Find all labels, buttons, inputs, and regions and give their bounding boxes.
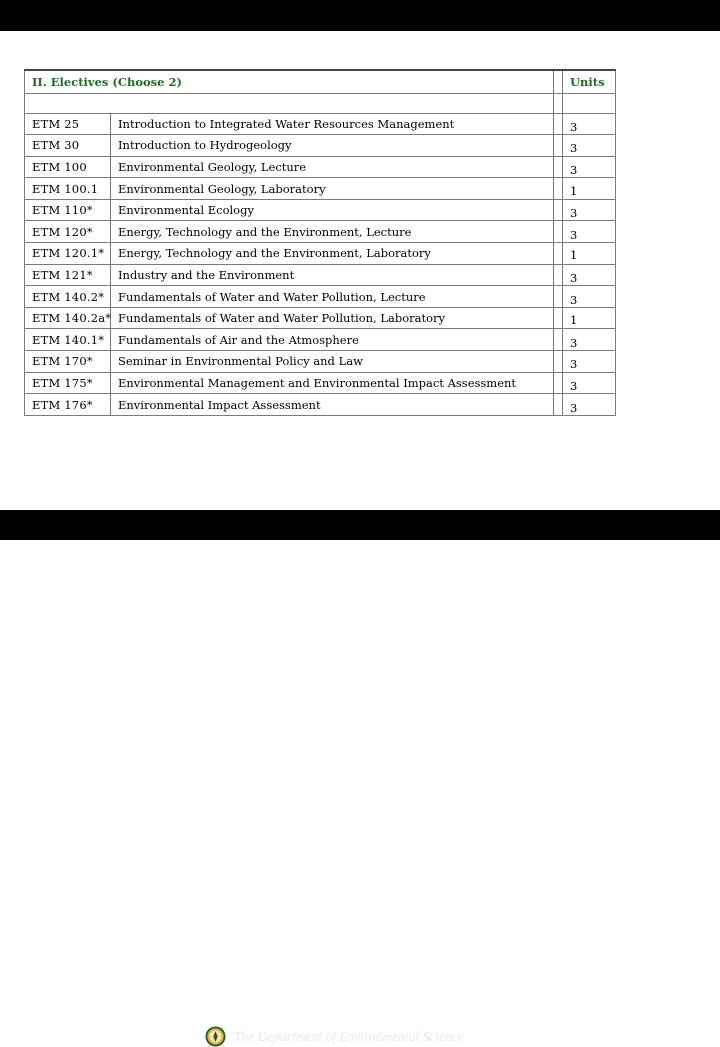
- table-row: [25, 394, 616, 416]
- course-units: 3: [563, 199, 616, 221]
- course-title: Environmental Geology, Laboratory: [111, 178, 554, 200]
- course-units: 3: [563, 156, 616, 178]
- course-code: ETM 25: [25, 113, 111, 135]
- gap-cell: [554, 221, 563, 243]
- units-header: Units: [563, 70, 616, 93]
- table-row: [25, 264, 616, 286]
- table-row: [25, 286, 616, 308]
- course-title: Energy, Technology and the Environment, Lecture: [111, 221, 554, 243]
- course-title: Fundamentals of Air and the Atmosphere: [111, 329, 554, 351]
- course-code: ETM 176*: [25, 394, 111, 416]
- gap-cell: [554, 70, 563, 93]
- table-row: [25, 221, 616, 243]
- course-code: ETM 140.2a*: [25, 307, 111, 329]
- table-row: [25, 135, 616, 157]
- course-code: ETM 121*: [25, 264, 111, 286]
- course-code: ETM 120.1*: [25, 243, 111, 265]
- course-title: Environmental Management and Environmental Impact Assessment: [111, 372, 554, 394]
- course-title: Introduction to Hydrogeology: [111, 135, 554, 157]
- course-title: Fundamentals of Water and Water Pollution, Laboratory: [111, 307, 554, 329]
- course-units: 3: [563, 264, 616, 286]
- gap-cell: [554, 93, 563, 113]
- course-title: Industry and the Environment: [111, 264, 554, 286]
- spacer-cell: [25, 93, 554, 113]
- gap-cell: [554, 286, 563, 308]
- gap-cell: [554, 307, 563, 329]
- course-units: 1: [563, 307, 616, 329]
- course-code: ETM 120*: [25, 221, 111, 243]
- footer: [0, 510, 720, 1044]
- gap-cell: [554, 243, 563, 265]
- course-code: ETM 140.1*: [25, 329, 111, 351]
- gap-cell: [554, 135, 563, 157]
- table-row: [25, 329, 616, 351]
- course-code: ETM 100: [25, 156, 111, 178]
- university-seal-icon: [205, 1026, 226, 1047]
- gap-cell: [554, 199, 563, 221]
- top-bar: [0, 0, 720, 31]
- table-header-row: [25, 70, 616, 93]
- section-title: II. Electives (Choose 2): [25, 70, 554, 93]
- table-row: [25, 372, 616, 394]
- course-units: 1: [563, 178, 616, 200]
- gap-cell: [554, 394, 563, 416]
- course-units: 3: [563, 286, 616, 308]
- course-title: Seminar in Environmental Policy and Law: [111, 351, 554, 373]
- spacer-cell: [563, 93, 616, 113]
- course-code: ETM 100.1: [25, 178, 111, 200]
- table-row: [25, 178, 616, 200]
- course-units: 3: [563, 372, 616, 394]
- spacer-row: [25, 93, 616, 113]
- course-units: 3: [563, 394, 616, 416]
- course-code: ETM 170*: [25, 351, 111, 373]
- gap-cell: [554, 156, 563, 178]
- gap-cell: [554, 372, 563, 394]
- course-title: Introduction to Integrated Water Resources Management: [111, 113, 554, 135]
- course-title: Fundamentals of Water and Water Pollution, Lecture: [111, 286, 554, 308]
- gap-cell: [554, 264, 563, 286]
- course-title: Environmental Impact Assessment: [111, 394, 554, 416]
- course-units: 3: [563, 135, 616, 157]
- table-row: [25, 351, 616, 373]
- table-row: [25, 156, 616, 178]
- table-row: [25, 307, 616, 329]
- course-title: Energy, Technology and the Environment, Laboratory: [111, 243, 554, 265]
- course-units: 3: [563, 221, 616, 243]
- course-code: ETM 140.2*: [25, 286, 111, 308]
- course-units: 1: [563, 243, 616, 265]
- course-title: Environmental Geology, Lecture: [111, 156, 554, 178]
- table-row: [25, 199, 616, 221]
- gap-cell: [554, 113, 563, 135]
- gap-cell: [554, 178, 563, 200]
- department-name: The Department of Environmental Science: [234, 1029, 464, 1044]
- course-units: 3: [563, 329, 616, 351]
- course-code: ETM 110*: [25, 199, 111, 221]
- electives-table: [24, 69, 616, 416]
- gap-cell: [554, 329, 563, 351]
- course-units: 3: [563, 113, 616, 135]
- course-code: ETM 30: [25, 135, 111, 157]
- course-code: ETM 175*: [25, 372, 111, 394]
- course-units: 3: [563, 351, 616, 373]
- table-row: [25, 243, 616, 265]
- course-title: Environmental Ecology: [111, 199, 554, 221]
- gap-cell: [554, 351, 563, 373]
- table-row: [25, 113, 616, 135]
